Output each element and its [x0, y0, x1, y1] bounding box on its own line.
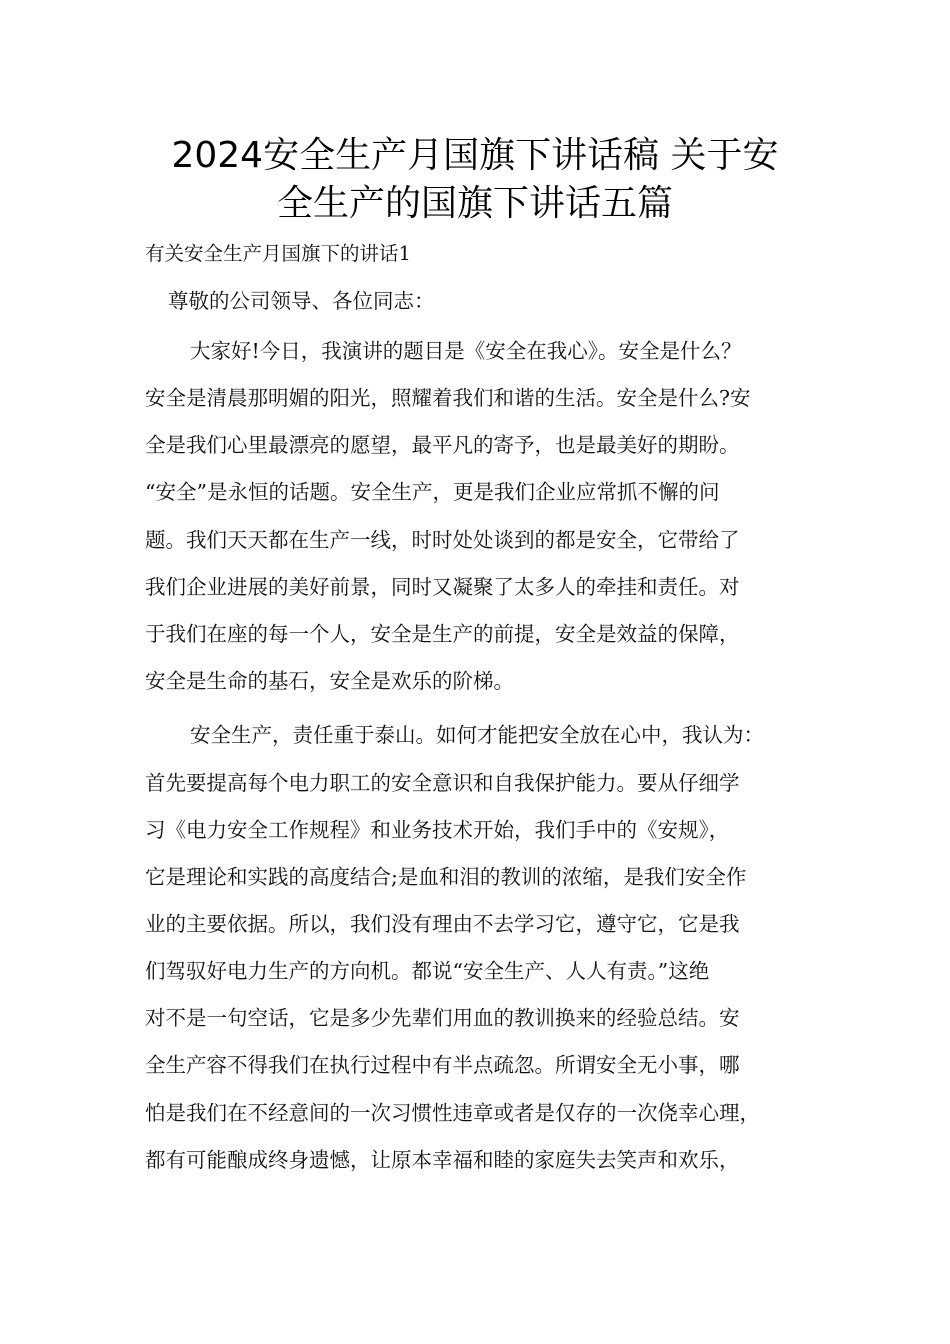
paragraph-line: 题。我们天天都在生产一线，时时处处谈到的都是安全，它带给了: [145, 528, 740, 552]
paragraph-line: 首先要提高每个电力职工的安全意识和自我保护能力。要从仔细学: [145, 771, 740, 795]
section-subtitle: 有关安全生产月国旗下的讲话1: [145, 242, 411, 265]
paragraph-line: 业的主要依据。所以，我们没有理由不去学习它，遵守它，它是我: [145, 912, 740, 936]
paragraph-line: 全生产容不得我们在执行过程中有半点疏忽。所谓安全无小事，哪: [145, 1053, 740, 1077]
paragraph-line: 全是我们心里最漂亮的愿望，最平凡的寄予，也是最美好的期盼。: [145, 433, 740, 457]
document-title-line-1: 2024安全生产月国旗下讲话稿 关于安: [171, 135, 779, 176]
paragraph-line: 大家好!今日，我演讲的题目是《安全在我心》。安全是什么？: [190, 339, 742, 363]
paragraph-line: “安全”是永恒的话题。安全生产，更是我们企业应常抓不懈的问: [145, 480, 720, 504]
paragraph-line: 怕是我们在不经意间的一次习惯性违章或者是仅存的一次侥幸心理，: [145, 1101, 760, 1125]
paragraph-line: 对不是一句空话，它是多少先辈们用血的教训换来的经验总结。安: [145, 1006, 740, 1030]
paragraph-line: 习《电力安全工作规程》和业务技术开始，我们手中的《安规》，: [145, 818, 730, 842]
paragraph-line: 我们企业进展的美好前景，同时又凝聚了太多人的牵挂和责任。对: [145, 575, 740, 599]
paragraph-line: 于我们在座的每一个人，安全是生产的前提，安全是效益的保障，: [145, 622, 740, 646]
paragraph-line: 们驾驭好电力生产的方向机。都说“安全生产、人人有责。”这绝: [145, 959, 710, 983]
paragraph-line: 它是理论和实践的高度结合;是血和泪的教训的浓缩，是我们安全作: [145, 865, 747, 889]
paragraph-line: 都有可能酿成终身遗憾，让原本幸福和睦的家庭失去笑声和欢乐，: [145, 1148, 740, 1172]
paragraph-line: 安全生产，责任重于泰山。如何才能把安全放在心中，我认为：: [190, 723, 764, 747]
paragraph-line: 安全是清晨那明媚的阳光，照耀着我们和谐的生活。安全是什么?安: [145, 386, 751, 410]
greeting-line: 尊敬的公司领导、各位同志：: [168, 289, 435, 313]
paragraph-line: 安全是生命的基石，安全是欢乐的阶梯。: [145, 669, 514, 693]
document-title-line-2: 全生产的国旗下讲话五篇: [276, 183, 673, 224]
